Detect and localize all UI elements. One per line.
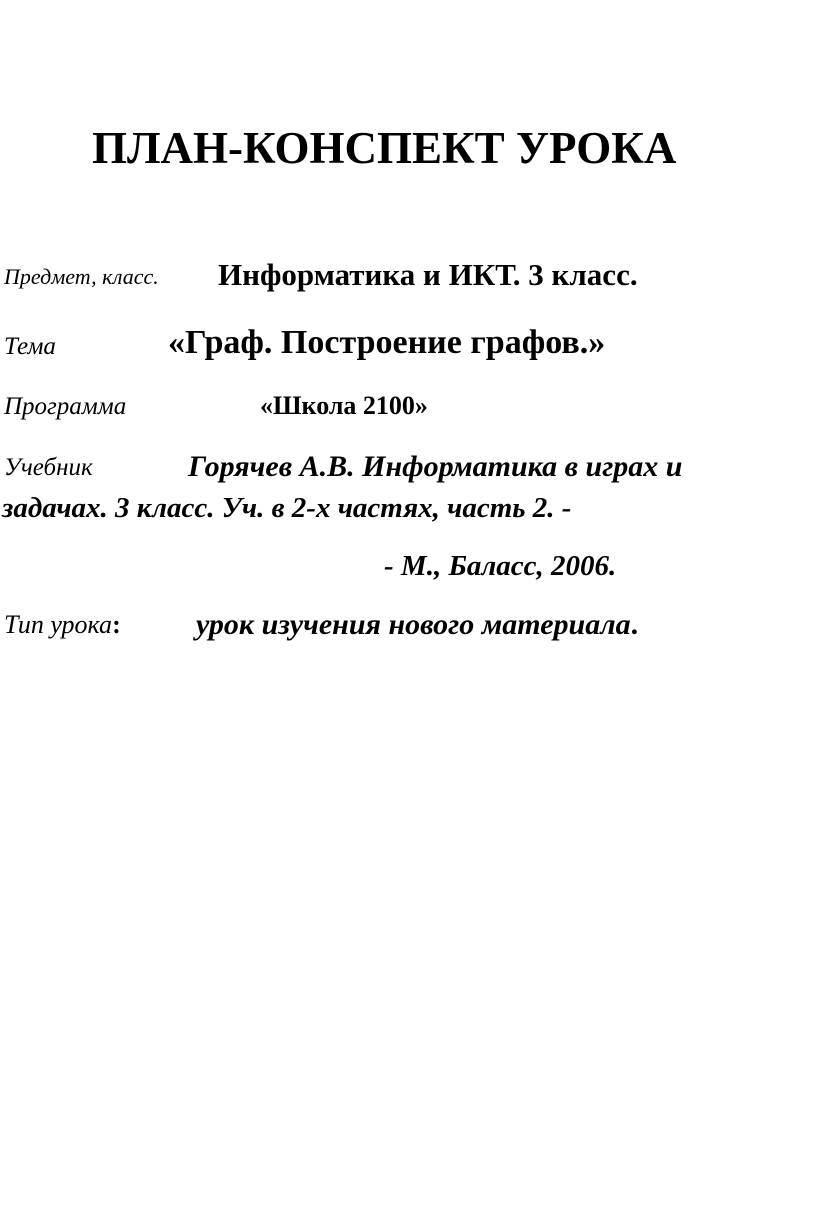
textbook-value-line3: - М., Баласс, 2006. (384, 550, 617, 582)
program-value: «Школа 2100» (260, 391, 428, 420)
page-title: ПЛАН-КОНСПЕКТ УРОКА (92, 123, 677, 173)
subject-value: Информатика и ИКТ. 3 класс. (218, 257, 638, 292)
lesson-type-colon: : (112, 610, 121, 639)
lesson-type-period: . (630, 608, 639, 641)
lesson-type-label (4, 612, 121, 638)
lesson-type-value-text: урок изучения нового материала (196, 608, 631, 641)
textbook-value-line1: Горячев А.В. Информатика в играх и (188, 450, 683, 483)
textbook-label: Учебник (4, 454, 93, 481)
textbook-value-line2: задачах. 3 класс. Уч. в 2-х частях, часть 2. - (2, 492, 572, 524)
program-label: Программа (4, 393, 127, 420)
subject-label: Предмет, класс. (4, 264, 159, 289)
lesson-type-value (196, 610, 638, 640)
lesson-type-label-text: Тип урока (4, 610, 113, 639)
topic-label: Тема (4, 333, 56, 360)
topic-value: «Граф. Построение графов.» (168, 324, 606, 361)
